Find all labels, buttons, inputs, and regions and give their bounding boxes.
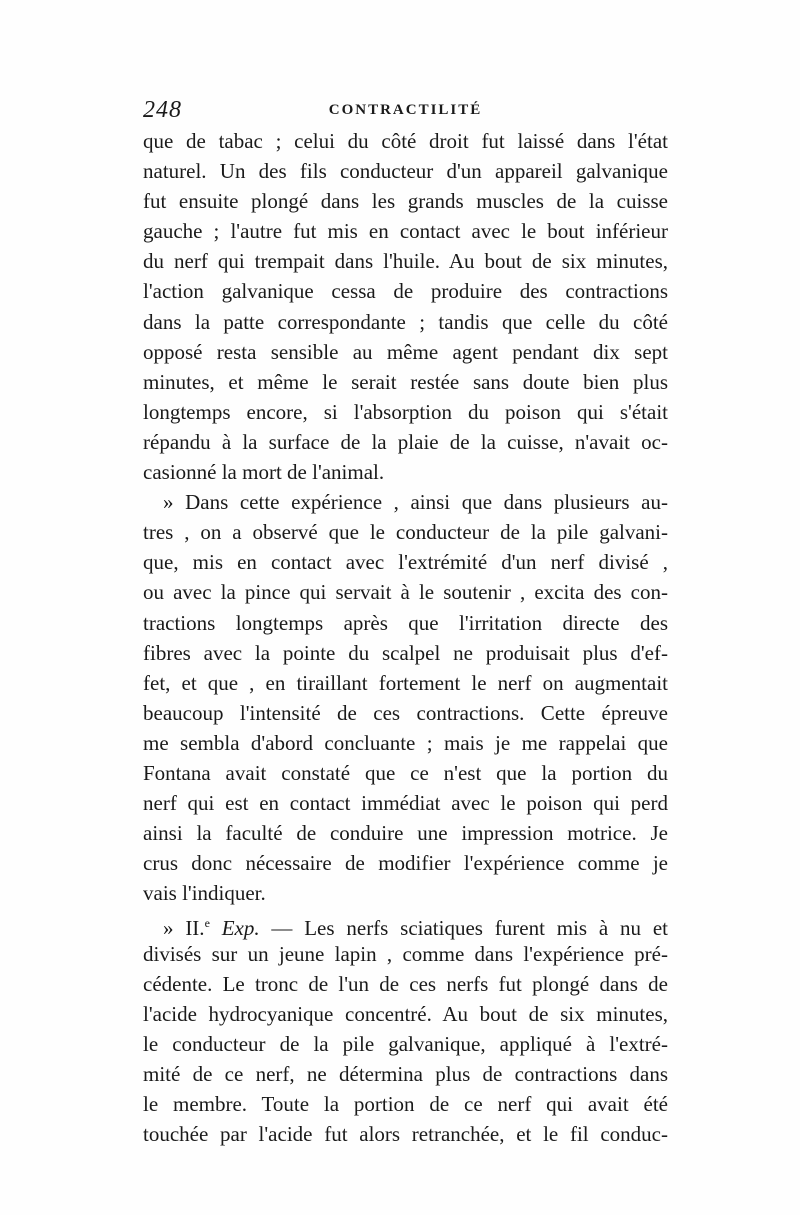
text-line: l'acide hydrocyanique concentré. Au bout de six minutes, xyxy=(143,1001,668,1026)
text-line: que de tabac ; celui du côté droit fut laissé dans l'état xyxy=(143,129,668,153)
text-line: ou avec la pince qui servait à le soutenir , excita des con- xyxy=(143,580,668,605)
text-line: Les nerfs sciatiques furent mis à nu et xyxy=(304,916,668,941)
text-line: touchée par l'acide fut alors retranchée, et le fil conduc- xyxy=(143,1122,668,1147)
text-line: crus donc nécessaire de modifier l'expérience comme je xyxy=(143,851,668,876)
text-line: divisés sur un jeune lapin , comme dans l'expérience pré- xyxy=(143,941,668,966)
text-line: naturel. Un des fils conducteur d'un appareil galvanique xyxy=(143,159,668,184)
text-line: fibres avec la pointe du scalpel ne produisait plus d'ef- xyxy=(143,640,668,665)
text-line: longtemps encore, si l'absorption du poison qui s'était xyxy=(143,399,668,424)
text-line: cédente. Le tronc de l'un de ces nerfs fut plongé dans de xyxy=(143,971,668,996)
text-line: que, mis en contact avec l'extrémité d'un nerf divisé , xyxy=(143,550,668,575)
experience-heading-line xyxy=(143,908,668,941)
experience-ordinal-suffix: e xyxy=(204,916,210,931)
paragraph-1 xyxy=(143,126,668,487)
text-line: tres , on a observé que le conducteur de la pile galvani- xyxy=(143,520,668,545)
body-text xyxy=(143,126,668,1149)
text-line: casionné la mort de l'animal. xyxy=(143,460,385,485)
text-line: tractions longtemps après que l'irritation directe des xyxy=(143,610,668,635)
text-line: le membre. Toute la portion de ce nerf qui avait été xyxy=(143,1092,668,1116)
paragraph-3 xyxy=(143,908,668,1149)
text-line: vais l'indiquer. xyxy=(143,881,266,906)
text-line: beaucoup l'intensité de ces contractions. Cette épreuve xyxy=(143,700,668,725)
page-number: 248 xyxy=(143,97,182,123)
text-line: ainsi la faculté de conduire une impression motrice. Je xyxy=(143,821,668,846)
text-line: répandu à la surface de la plaie de la cuisse, n'avait oc- xyxy=(143,429,668,454)
text-line: le conducteur de la pile galvanique, appliqué à l'extré- xyxy=(143,1031,668,1056)
experience-number: » II. xyxy=(163,916,205,941)
experience-dash: — xyxy=(259,916,305,941)
text-line: mité de ce nerf, ne détermina plus de contractions dans xyxy=(143,1061,668,1086)
text-line: fet, et que , en tiraillant fortement le nerf on augmentait xyxy=(143,670,668,695)
text-line: minutes, et même le serait restée sans doute bien plus xyxy=(143,369,668,394)
text-line: Fontana avait constaté que ce n'est que la portion du xyxy=(143,760,668,785)
text-line: dans la patte correspondante ; tandis que celle du côté xyxy=(143,309,668,334)
text-line: fut ensuite plongé dans les grands muscles de la cuisse xyxy=(143,189,668,214)
text-line: gauche ; l'autre fut mis en contact avec le bout inférieur xyxy=(143,219,668,244)
paragraph-2 xyxy=(143,487,668,908)
text-line: du nerf qui trempait dans l'huile. Au bout de six minutes, xyxy=(143,249,668,274)
text-line: me sembla d'abord concluante ; mais je me rappelai que xyxy=(143,730,668,755)
text-line: l'action galvanique cessa de produire des contractions xyxy=(143,279,668,304)
text-line: opposé resta sensible au même agent pendant dix sept xyxy=(143,339,668,364)
experience-label: Exp. xyxy=(221,916,260,941)
page-header xyxy=(143,97,668,127)
text-line: nerf qui est en contact immédiat avec le poison qui perd xyxy=(143,791,668,816)
running-head: CONTRACTILITÉ xyxy=(328,102,483,118)
text-line: » Dans cette expérience , ainsi que dans plusieurs au- xyxy=(163,490,668,515)
